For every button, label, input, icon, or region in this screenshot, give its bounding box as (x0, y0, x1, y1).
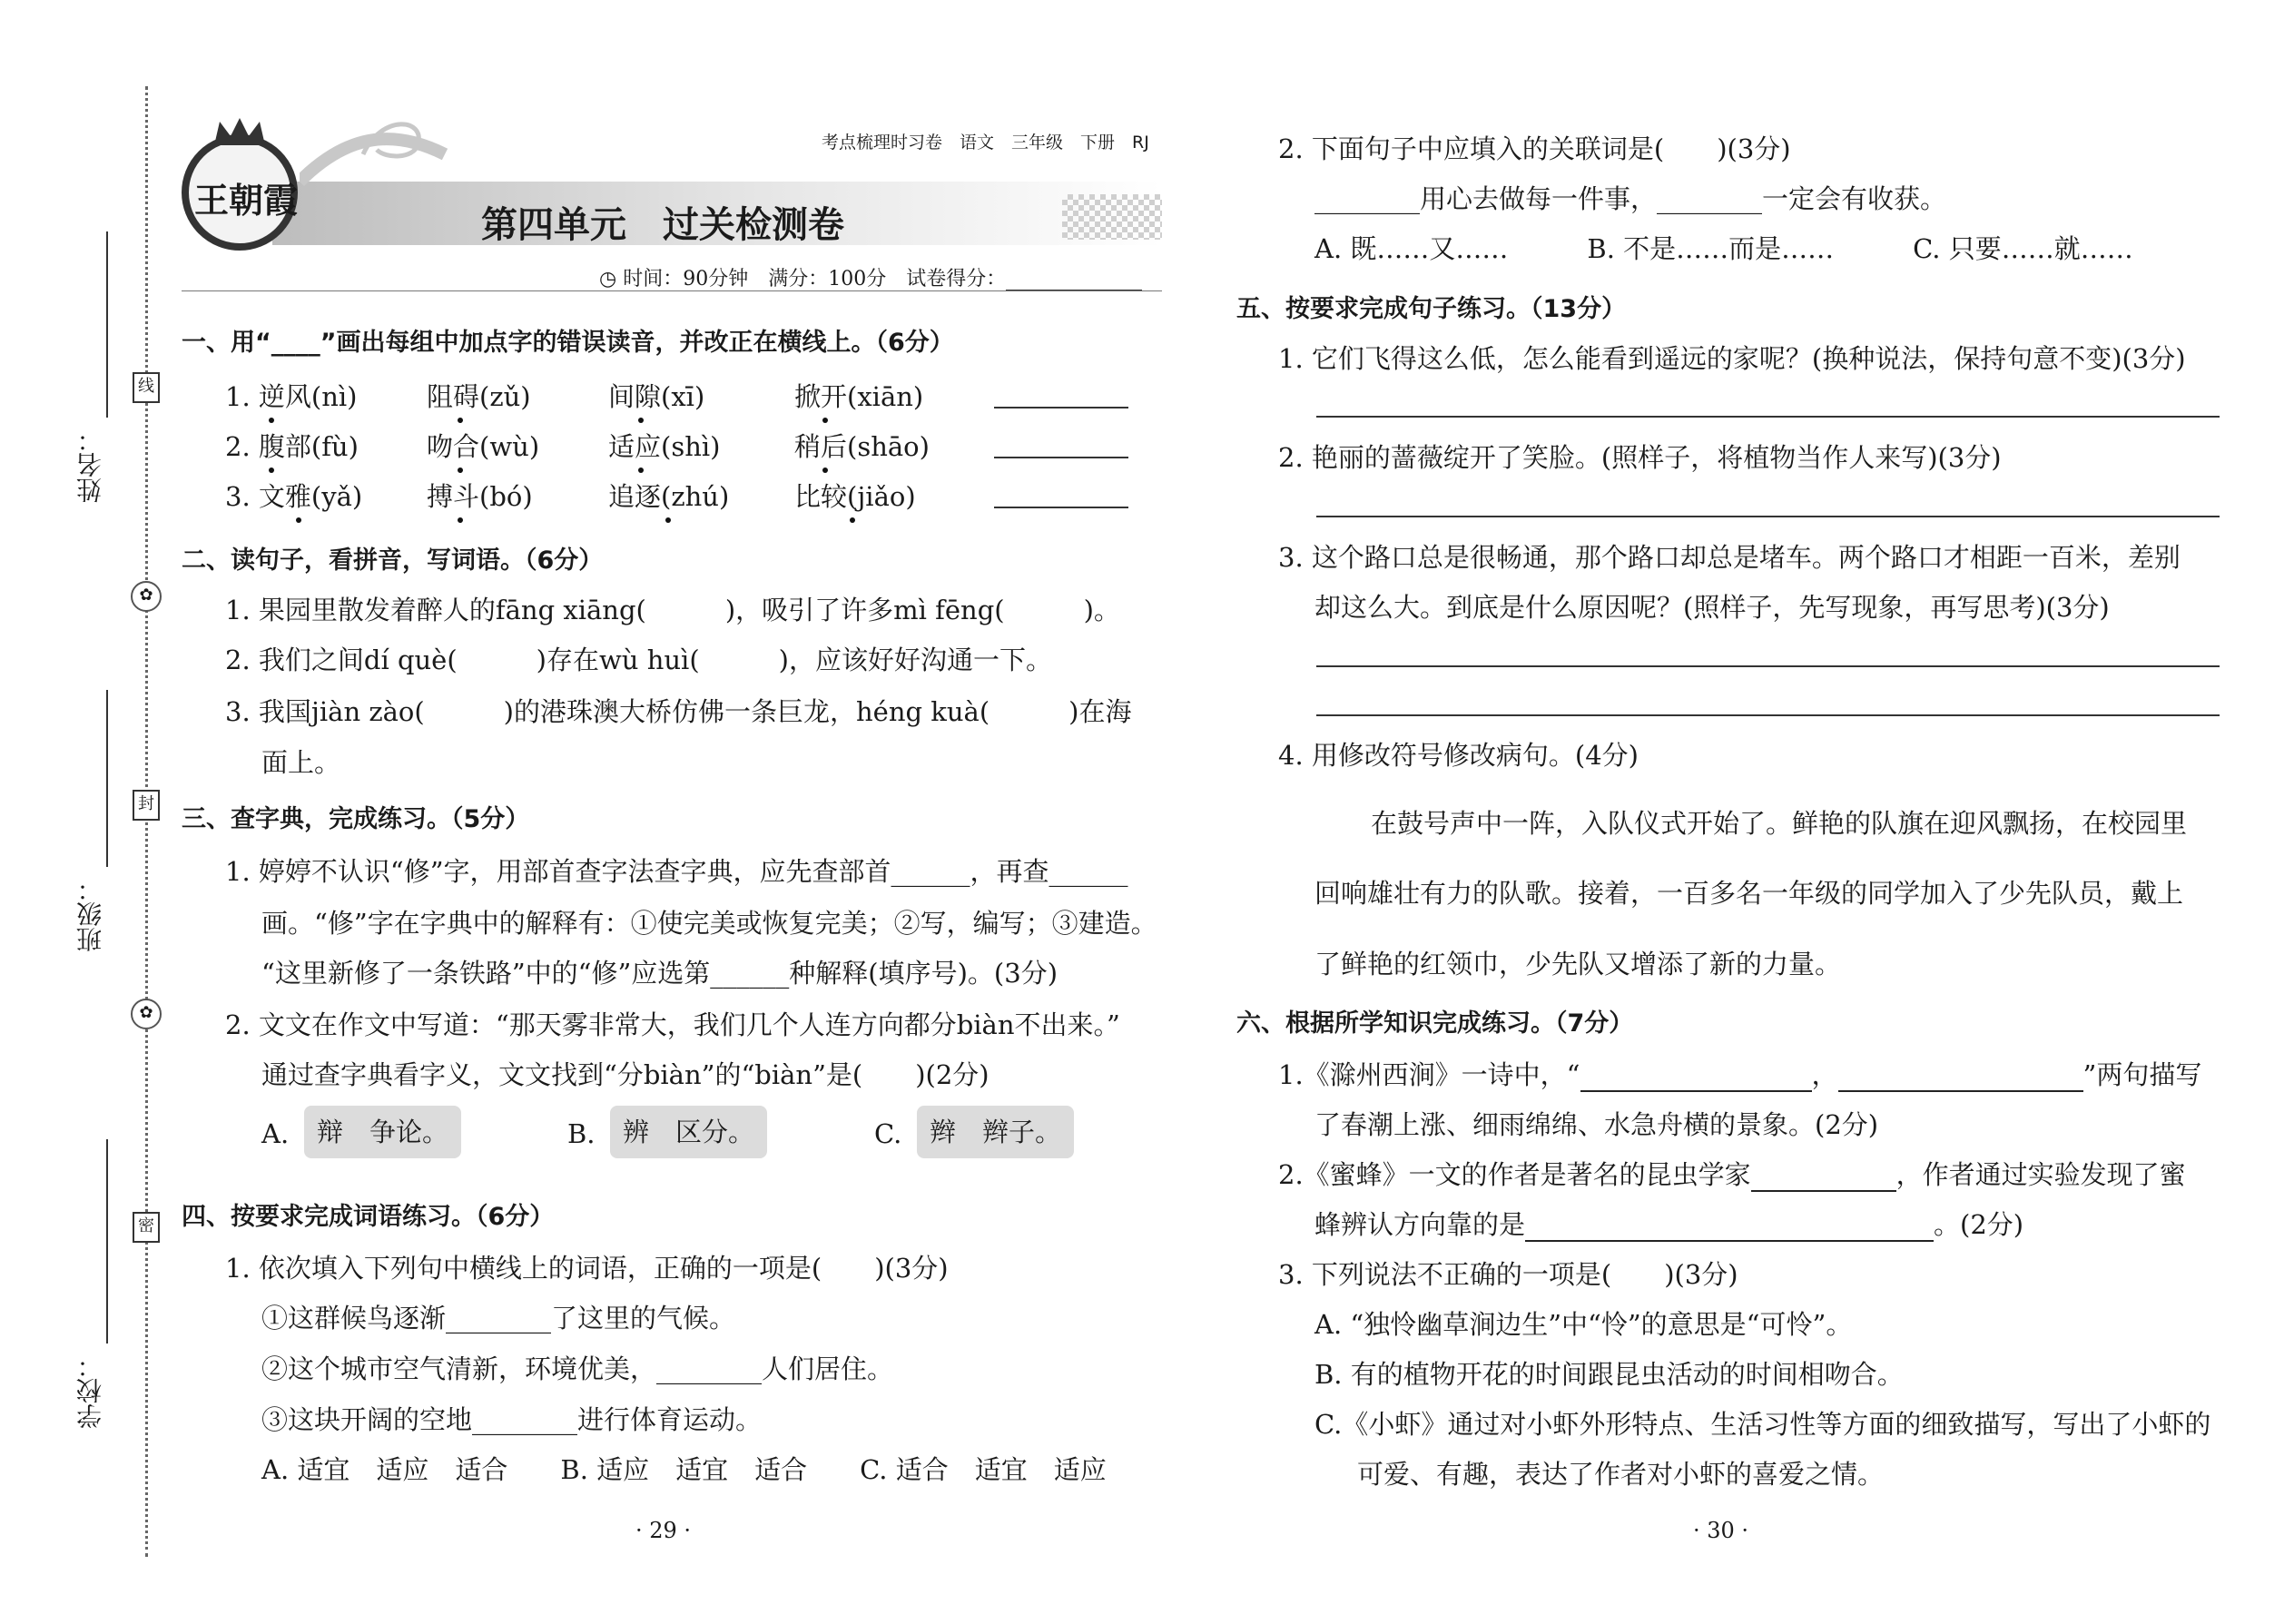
q6-1-line2: 了春潮上涨、细雨绵绵、水急舟横的景象。(2分) (1314, 1109, 1879, 1140)
clock-icon: ◷ (599, 268, 617, 290)
emphasis-dot (638, 418, 644, 423)
emphasis-dot (458, 468, 463, 473)
q5-4: 4. 用修改符号修改病句。(4分) (1278, 740, 1639, 771)
logo-text: 王朝霞 (194, 180, 299, 221)
q6-3: 3. 下列说法不正确的一项是( )(3分) (1278, 1259, 1738, 1290)
section-5-title: 五、按要求完成句子练习。（13分） (1236, 295, 1627, 323)
q3-1-line2: 画。“修”字在字典中的解释有：①使完美或恢复完美；②写，编写；③建造。 (261, 908, 1157, 939)
cut-mark-secret: 密 (133, 1212, 160, 1243)
q6-2: 2.《蜜蜂》一文的作者是著名的昆虫学家 ，作者通过实验发现了蜜 (1278, 1159, 2186, 1190)
cut-mark-line: 线 (133, 372, 160, 403)
q5-2: 2. 艳丽的蔷薇绽开了笑脸。(照样子，将植物当作人来写)(3分) (1278, 442, 2002, 473)
q2-2: 2. 我们之间dí què( )存在wù huì( )，应该好好沟通一下。 (225, 645, 1052, 675)
emphasis-dot (458, 517, 463, 523)
q5-3-line2: 却这么大。到底是什么原因呢？(照样子，先写现象，再写思考)(3分) (1314, 592, 2110, 623)
answer-blank[interactable] (994, 407, 1128, 408)
option-c-label: C. (874, 1118, 902, 1149)
q1-2-c: 适应(shì) (608, 431, 721, 462)
q3-2-line2: 通过查字典看字义，文文找到“分biàn”的“biàn”是( )(2分) (261, 1059, 989, 1090)
document-title: 第四单元 过关检测卷 (481, 204, 844, 246)
school-field[interactable] (73, 1353, 109, 1429)
q4-1: 1. 依次填入下列句中横线上的词语，正确的一项是( )(3分) (225, 1253, 949, 1284)
page-number-right: · 30 · (1693, 1518, 1749, 1543)
emphasis-dot (850, 517, 855, 523)
class-label: 班级： (75, 876, 105, 952)
section-4-title: 四、按要求完成词语练习。（6分） (182, 1203, 555, 1231)
q1-1-b: 阻碍(zǔ) (427, 381, 531, 412)
answer-blank[interactable] (1525, 1240, 1934, 1242)
q1-2-b: 吻合(wù) (427, 431, 540, 462)
q1-1-d: 掀开(xiān) (794, 381, 924, 412)
answer-line[interactable] (1316, 714, 2220, 716)
q3-1: 1. 婷婷不认识“修”字，用部首查字法查字典，应先查部首______，再查______ (225, 856, 1128, 887)
ribbon-icon (300, 118, 454, 200)
q1-2-d: 稍后(shāo) (794, 431, 930, 462)
answer-blank[interactable] (1580, 1090, 1812, 1092)
header-rule (182, 290, 1162, 291)
q1-3-d: 比较(jiǎo) (794, 481, 916, 512)
answer-blank[interactable] (994, 457, 1128, 458)
school-line (106, 1139, 108, 1343)
emphasis-dot (822, 418, 828, 423)
emphasis-dot (638, 468, 644, 473)
emphasis-dot (296, 517, 301, 523)
page-number-left: · 29 · (635, 1518, 692, 1543)
exam-meta (599, 263, 1142, 291)
seal-icon: ✿ (131, 581, 162, 612)
q1-2-a: 2. 腹部(fù) (225, 431, 359, 462)
binding-fold-line (145, 86, 148, 1557)
checker-pattern (1062, 194, 1162, 240)
q4-2: 2. 下面句子中应填入的关联词是( )(3分) (1278, 133, 1791, 164)
class-line (106, 690, 108, 867)
option-c[interactable]: 辫 辫子。 (917, 1106, 1074, 1158)
cut-mark-seal: 封 (133, 790, 160, 821)
answer-line[interactable] (1316, 416, 2220, 418)
q6-3-a: A. “独怜幽草涧边生”中“怜”的意思是“可怜”。 (1314, 1309, 1853, 1340)
series-info: 考点梳理时习卷 语文 三年级 下册 RJ (822, 133, 1149, 153)
emphasis-dot (269, 468, 274, 473)
q4-1-s1: ①这群候鸟逐渐________了这里的气候。 (261, 1303, 736, 1334)
name-label: 姓名： (75, 427, 105, 503)
q6-3-c: C.《小虾》通过对小虾外形特点、生活习性等方面的细致描写，写出了小虾的 (1314, 1409, 2211, 1440)
option-b[interactable]: 辨 区分。 (610, 1106, 767, 1158)
q2-3-cont: 面上。 (261, 747, 341, 778)
q5-4-para-2: 回响雄壮有力的队歌。接着，一百多名一年级的同学加入了少先队员，戴上 (1314, 878, 2184, 909)
q4-2-options: A. 既……又…… B. 不是……而是…… C. 只要……就…… (1314, 233, 2133, 264)
school-label: 学校： (75, 1353, 105, 1429)
class-field[interactable] (73, 876, 109, 952)
emphasis-dot (665, 517, 671, 523)
q1-1-a: 1. 逆风(nì) (225, 381, 358, 412)
crown-icon (211, 116, 269, 149)
section-2-title: 二、读句子，看拼音，写词语。（6分） (182, 546, 604, 575)
q1-1-c: 间隙(xī) (608, 381, 705, 412)
option-b-label: B. (567, 1118, 596, 1149)
section-6-title: 六、根据所学知识完成练习。（7分） (1236, 1009, 1634, 1038)
q4-1-s3: ③这块开阔的空地________进行体育运动。 (261, 1404, 763, 1435)
q2-1: 1. 果园里散发着醉人的fāng xiāng( )，吸引了许多mì fēng( )。 (225, 595, 1120, 625)
time-score-info: 时间：90分钟 满分：100分 试卷得分： (623, 268, 1007, 290)
answer-line[interactable] (1316, 665, 2220, 667)
seal-icon: ✿ (131, 999, 162, 1029)
q6-2-line2: 蜂辨认方向靠的是 。(2分) (1314, 1209, 2024, 1240)
name-field[interactable] (73, 427, 109, 503)
q6-3-b: B. 有的植物开花的时间跟昆虫活动的时间相吻合。 (1314, 1359, 1904, 1390)
emphasis-dot (822, 468, 828, 473)
q1-3-a: 3. 文雅(yǎ) (225, 481, 363, 512)
q3-2: 2. 文文在作文中写道：“那天雾非常大，我们几个人连方向都分biàn不出来。” (225, 1009, 1120, 1040)
emphasis-dot (269, 418, 274, 423)
answer-blank[interactable] (1751, 1190, 1896, 1192)
q5-3: 3. 这个路口总是很畅通，那个路口却总是堵车。两个路口才相距一百米，差别 (1278, 542, 2181, 573)
name-line (106, 231, 108, 418)
q5-4-para-3: 了鲜艳的红领巾，少先队又增添了新的力量。 (1314, 949, 1842, 979)
option-a[interactable]: 辩 争论。 (304, 1106, 461, 1158)
option-a-label: A. (261, 1118, 290, 1149)
q5-4-para-1: 在鼓号声中一阵，入队仪式开始了。鲜艳的队旗在迎风飘扬，在校园里 (1371, 808, 2188, 839)
q5-1: 1. 它们飞得这么低，怎么能看到遥远的家呢？(换种说法，保持句意不变)(3分) (1278, 343, 2186, 374)
answer-blank[interactable] (1838, 1090, 2083, 1092)
section-1-title: 一、用“____”画出每组中加点字的错误读音，并改正在横线上。（6分） (182, 329, 954, 357)
section-3-title: 三、查字典，完成练习。（5分） (182, 805, 530, 833)
q6-1: 1.《滁州西涧》一诗中，“ ， ”两句描写 (1278, 1059, 2202, 1090)
q4-1-s2: ②这个城市空气清新，环境优美，________人们居住。 (261, 1353, 894, 1384)
q6-3-c-line2: 可爱、有趣，表达了作者对小虾的喜爱之情。 (1357, 1459, 1885, 1490)
answer-blank[interactable] (994, 507, 1128, 508)
q1-3-c: 追逐(zhú) (608, 481, 730, 512)
emphasis-dot (458, 418, 463, 423)
q4-2-sentence: ________用心去做每一件事，________一定会有收获。 (1314, 183, 1947, 214)
q4-1-options: A. 适宜 适应 适合 B. 适应 适宜 适合 C. 适合 适宜 适应 (261, 1454, 1107, 1485)
q3-1-line3: “这里新修了一条铁路”中的“修”应选第______种解释(填序号)。(3分) (261, 958, 1058, 989)
q2-3: 3. 我国jiàn zào( )的港珠澳大桥仿佛一条巨龙，héng kuà( )在海 (225, 696, 1132, 727)
q1-3-b: 搏斗(bó) (427, 481, 533, 512)
answer-line[interactable] (1316, 516, 2220, 517)
